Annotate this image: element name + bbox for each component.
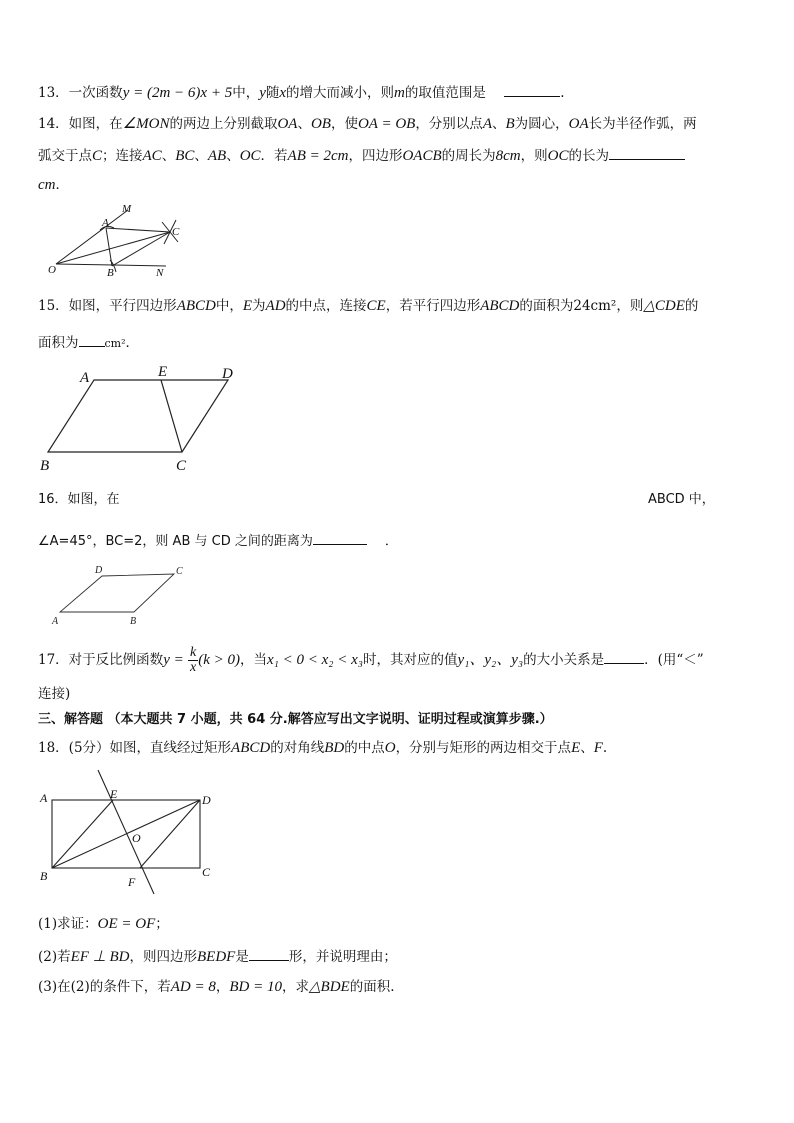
label-a: A bbox=[52, 616, 59, 627]
answer-blank-13 bbox=[504, 82, 560, 97]
question-18-part-1: (1)求证：OE = OF； bbox=[38, 916, 169, 932]
label-e: E bbox=[110, 787, 118, 801]
segment-ce bbox=[161, 380, 182, 452]
label-e: E bbox=[158, 364, 168, 380]
answer-blank-17 bbox=[604, 649, 644, 664]
segment-ac bbox=[106, 228, 170, 232]
segment-be bbox=[52, 800, 113, 868]
question-17-line-1: 17．对于反比例函数y = $\frac{k}{x}$ (k > 0)，当x₁ < 0 < x₂ < x₃时，其对应的值y₁、y₂、y₃的大小关系是 ．(用“＜” bbox=[38, 645, 704, 675]
label-f: F bbox=[128, 875, 136, 889]
label-b: B bbox=[107, 267, 114, 279]
label-a: A bbox=[80, 370, 90, 386]
answer-blank-16 bbox=[313, 530, 367, 545]
segment-df bbox=[140, 800, 200, 868]
label-c: C bbox=[176, 458, 187, 474]
ray-om bbox=[56, 210, 128, 264]
label-d: D bbox=[95, 565, 103, 576]
question-18-line-1: 18．(5分）如图，直线经过矩形ABCD的对角线BD的中点O，分别与矩形的两边相交于点E、F. bbox=[38, 740, 608, 756]
segment-oc bbox=[56, 232, 170, 264]
question-16-line-2: ∠A=45°，BC=2，则 AB 与 CD 之间的距离为 ． bbox=[38, 530, 398, 552]
question-18-part-2: (2)若EF ⊥ BD，则四边形BEDF是 形，并说明理由； bbox=[38, 946, 397, 967]
label-c: C bbox=[176, 566, 183, 577]
figure-16 bbox=[46, 562, 206, 632]
label-m: M bbox=[122, 203, 132, 215]
ray-on bbox=[56, 264, 166, 266]
section-3-heading: 三、解答题 （本大题共 7 小题，共 64 分.解答应写出文字说明、证明过程或演算步骤.） bbox=[38, 712, 553, 727]
figure-18 bbox=[38, 768, 228, 888]
question-15-line-1: 15．如图，平行四边形ABCD中，E为AD的中点，连接CE，若平行四边形ABCD的面积为24cm²，则△CDE的 bbox=[38, 298, 699, 314]
label-b: B bbox=[130, 616, 137, 627]
answer-blank-14 bbox=[609, 145, 685, 160]
diagonal-bd bbox=[52, 800, 200, 868]
segment-ab bbox=[106, 228, 112, 266]
question-13: 13．一次函数y = (2m − 6)x + 5中，y随x的增大而减小，则m的取值范围是 . bbox=[38, 82, 564, 103]
label-b: B bbox=[40, 458, 50, 474]
figure-15 bbox=[38, 362, 248, 472]
question-15-line-2: 面积为 cm²． bbox=[38, 332, 139, 354]
line-ef bbox=[98, 770, 154, 894]
answer-blank-18 bbox=[249, 946, 289, 961]
label-d: D bbox=[202, 793, 211, 807]
question-16-line-1: 16．如图，在 bbox=[38, 492, 120, 507]
question-14-line-2: 弧交于点C；连接AC、BC、AB、OC．若AB = 2cm，四边形OACB的周长为8cm，则OC的长为 bbox=[38, 145, 685, 166]
question-17-line-2: 连接) bbox=[38, 686, 71, 702]
label-c: C bbox=[202, 865, 211, 879]
answer-blank-15 bbox=[79, 332, 105, 347]
question-18-part-3: (3)在(2)的条件下，若AD = 8，BD = 10，求△BDE的面积. bbox=[38, 979, 395, 995]
question-14-line-1: 14．如图，在∠MON的两边上分别截取OA、OB，使OA = OB，分别以点A、B为圆心，OA长为半径作弧，两 bbox=[38, 116, 697, 132]
figure-14 bbox=[44, 204, 204, 284]
label-c: C bbox=[172, 226, 180, 238]
parallelogram-abcd bbox=[48, 380, 228, 452]
label-a: A bbox=[40, 791, 48, 805]
label-b: B bbox=[40, 869, 48, 883]
label-o: O bbox=[132, 831, 141, 845]
label-d: D bbox=[222, 366, 233, 382]
fraction-k-over-x: $\frac{k}{x}$ bbox=[190, 645, 197, 675]
parallelogram-abcd bbox=[60, 574, 174, 612]
label-o: O bbox=[48, 264, 56, 276]
segment-bc bbox=[112, 232, 170, 266]
question-14-line-3: cm． bbox=[38, 177, 69, 193]
label-n: N bbox=[156, 267, 164, 279]
question-16-right: ABCD 中， bbox=[648, 492, 715, 507]
label-a: A bbox=[102, 217, 109, 229]
